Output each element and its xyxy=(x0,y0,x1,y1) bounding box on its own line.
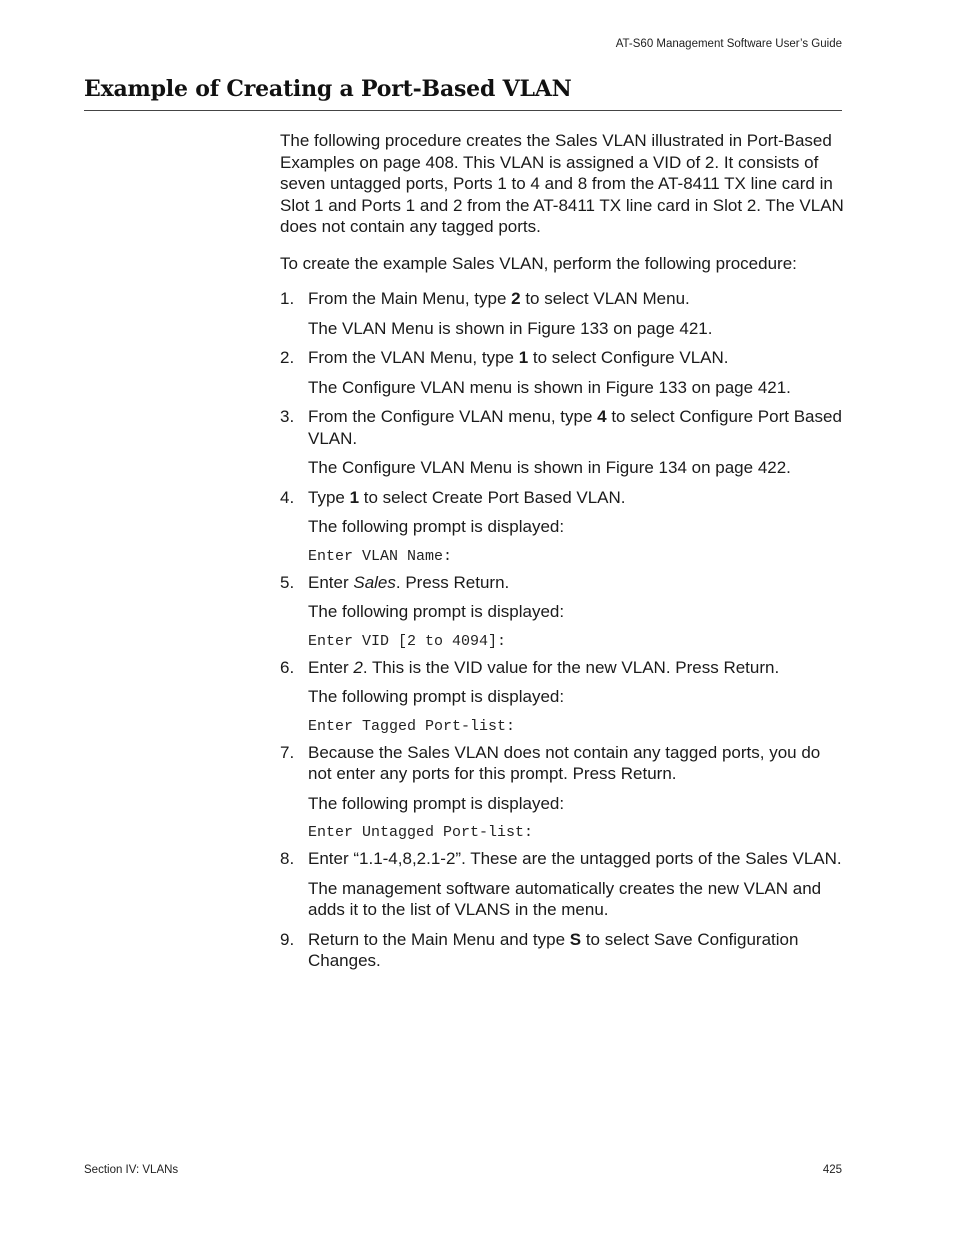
step-text xyxy=(308,572,845,594)
step-note: The Configure VLAN Menu is shown in Figure 134 on page 422. xyxy=(308,458,791,477)
step-note: The VLAN Menu is shown in Figure 133 on page 421. xyxy=(308,318,713,338)
step-text xyxy=(308,347,845,369)
step-text xyxy=(308,487,845,509)
step-1 xyxy=(280,288,845,310)
step-5 xyxy=(280,572,845,594)
step-text-post: to select Save Configuration Changes. xyxy=(308,929,799,970)
step-text-post: . Press Return. xyxy=(395,572,510,592)
title-rule xyxy=(84,110,842,111)
step-number: 6. xyxy=(280,657,295,677)
step-note: The following prompt is displayed: xyxy=(308,517,565,536)
step-key: 1 xyxy=(349,487,360,507)
step-key: 1 xyxy=(518,348,529,367)
step-note: The Configure VLAN menu is shown in Figure 133 on page 421. xyxy=(308,377,791,397)
intro-paragraph: The following procedure creates the Sales VLAN illustrated in Port-Based Examples on page 408. This VLAN is assigned a VID of 2. It consists of seven untagged ports, Ports 1 to 4 and 8 from the AT-8411 TX line card in Slot 1 and Ports 1 and 2 from the AT-8411 TX line card in Slot 2. The VLAN does not contain any tagged ports. xyxy=(280,131,844,236)
step-key: S xyxy=(569,929,582,949)
step-4 xyxy=(280,487,845,509)
step-9 xyxy=(280,929,845,972)
step-note: The following prompt is displayed: xyxy=(308,602,565,621)
step-text-pre: Enter xyxy=(308,572,354,592)
body-column xyxy=(280,130,845,980)
lead-paragraph: To create the example Sales VLAN, perform the following procedure: xyxy=(280,253,797,273)
step-number: 9. xyxy=(280,929,295,949)
step-7 xyxy=(280,742,845,785)
step-text-pre: Return to the Main Menu and type xyxy=(308,929,570,949)
step-number: 3. xyxy=(280,407,295,426)
step-text xyxy=(308,929,845,972)
step-3 xyxy=(280,406,845,449)
step-text-post: . This is the VID value for the new VLAN. Press Return. xyxy=(362,657,780,677)
step-note: The following prompt is displayed: xyxy=(308,687,565,706)
step-text xyxy=(308,406,845,449)
step-text-post: to select Configure Port Based VLAN. xyxy=(308,407,842,448)
footer-page-number: 425 xyxy=(822,1164,842,1176)
step-number: 7. xyxy=(280,742,295,762)
prompt-code: Enter VID [2 to 4094]: xyxy=(308,632,507,650)
running-header: AT-S60 Management Software User’s Guide xyxy=(615,38,842,50)
step-number: 5. xyxy=(280,572,295,592)
step-text-pre: Enter xyxy=(308,657,354,677)
section-title: Example of Creating a Port-Based VLAN xyxy=(84,76,572,102)
prompt-code: Enter Untagged Port-list: xyxy=(308,824,534,841)
step-text-pre: From the Main Menu, type xyxy=(308,289,512,308)
step-number: 2. xyxy=(280,348,295,367)
step-text xyxy=(308,288,845,310)
step-6 xyxy=(280,657,845,679)
step-text-pre: From the VLAN Menu, type xyxy=(308,348,519,367)
step-note: The management software automatically creates the new VLAN and adds it to the list of VLANS in the menu. xyxy=(308,878,822,919)
step-8 xyxy=(280,848,845,870)
step-text-post: to select VLAN Menu. xyxy=(520,289,690,308)
step-emphasis: 2 xyxy=(353,657,363,677)
step-text: Enter “1.1-4,8,2.1-2”. These are the untagged ports of the Sales VLAN. xyxy=(308,849,842,868)
step-emphasis: Sales xyxy=(353,572,396,592)
step-number: 8. xyxy=(280,849,295,868)
step-text-pre: From the Configure VLAN menu, type xyxy=(308,407,598,426)
prompt-code: Enter Tagged Port-list: xyxy=(308,717,516,735)
step-note: The following prompt is displayed: xyxy=(308,793,565,813)
step-2 xyxy=(280,347,845,369)
step-text-post: to select Configure VLAN. xyxy=(528,348,729,367)
step-number: 1. xyxy=(280,289,295,308)
step-text: Because the Sales VLAN does not contain any tagged ports, you do not enter any ports for this prompt. Press Return. xyxy=(308,742,821,783)
step-text-post: to select Create Port Based VLAN. xyxy=(359,487,626,507)
step-text xyxy=(308,657,845,679)
step-key: 2 xyxy=(511,289,521,308)
step-key: 4 xyxy=(597,407,607,426)
step-number: 4. xyxy=(280,487,295,507)
prompt-code: Enter VLAN Name: xyxy=(308,547,453,565)
step-text-pre: Type xyxy=(308,487,350,507)
footer-section: Section IV: VLANs xyxy=(84,1164,179,1176)
